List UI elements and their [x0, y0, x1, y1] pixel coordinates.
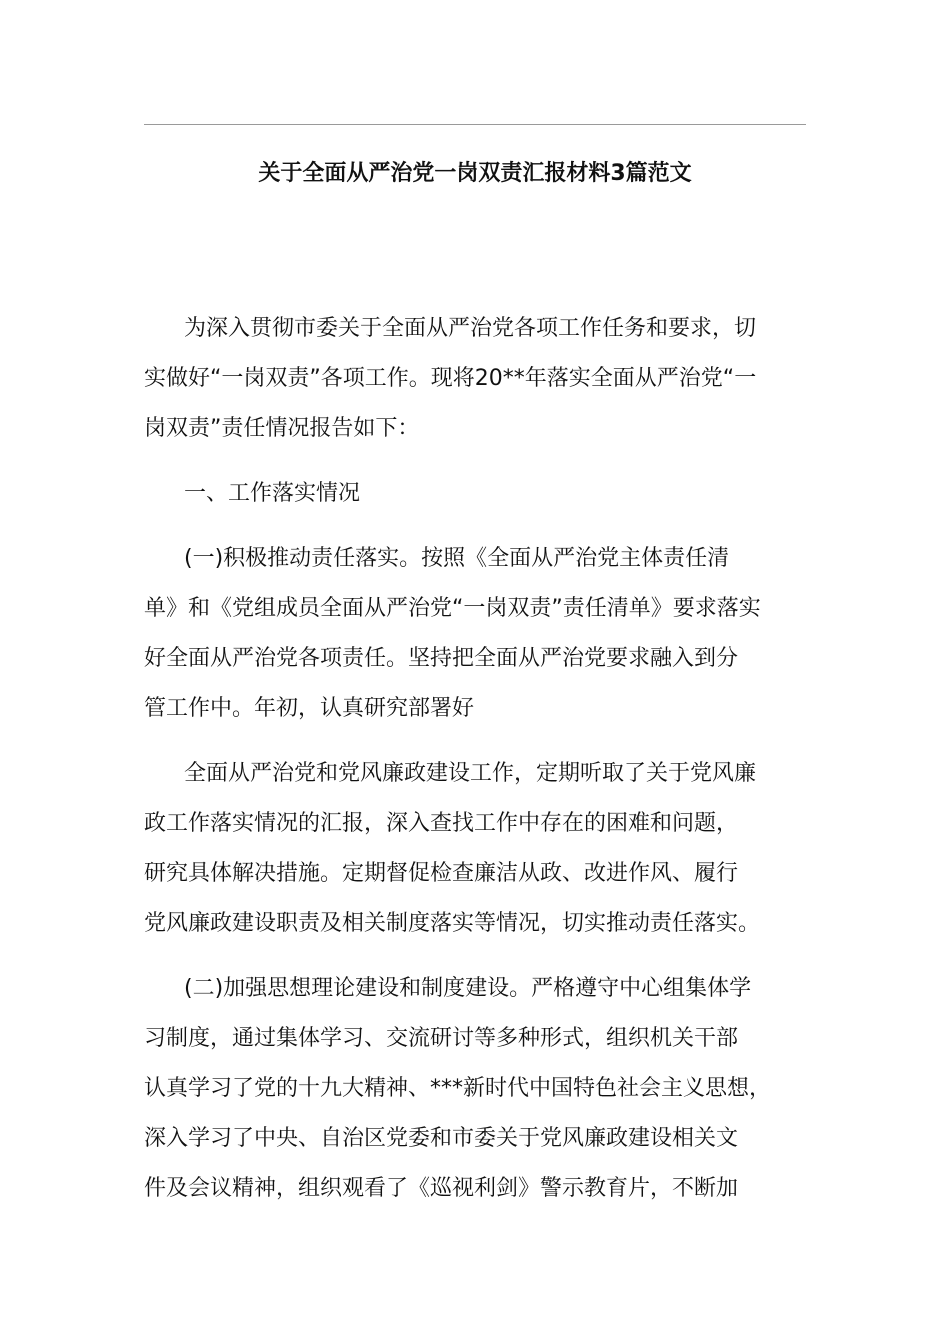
paragraph-line: (一)积极推动责任落实。按照《全面从严治党主体责任清	[184, 546, 730, 571]
paragraph-line: 深入学习了中央、自治区党委和市委关于党风廉政建设相关文	[144, 1126, 739, 1151]
paragraph-line: 政工作落实情况的汇报，深入查找工作中存在的困难和问题，	[144, 811, 739, 836]
header-rule	[144, 124, 806, 125]
paragraph-supervision	[144, 749, 844, 949]
paragraph-line: 为深入贯彻市委关于全面从严治党各项工作任务和要求，切	[184, 316, 757, 341]
paragraph-line: 全面从严治党和党风廉政建设工作，定期听取了关于党风廉	[184, 761, 757, 786]
paragraph-line: 认真学习了党的十九大精神、***新时代中国特色社会主义思想，	[144, 1076, 772, 1101]
paragraph-line: 单》和《党组成员全面从严治党“一岗双责”责任清单》要求落实	[144, 596, 761, 621]
paragraph-line: 习制度，通过集体学习、交流研讨等多种形式，组织机关干部	[144, 1026, 739, 1051]
paragraph-responsibility	[144, 534, 844, 734]
paragraph-line: 好全面从严治党各项责任。坚持把全面从严治党要求融入到分	[144, 646, 739, 671]
paragraph-theory	[144, 964, 844, 1214]
paragraph-line: 岗双责”责任情况报告如下：	[144, 416, 420, 441]
paragraph-intro	[144, 304, 844, 454]
paragraph-line: 件及会议精神，组织观看了《巡视利剑》警示教育片，不断加	[144, 1176, 739, 1201]
section-heading	[144, 469, 844, 519]
paragraph-line: (二)加强思想理论建设和制度建设。严格遵守中心组集体学	[184, 976, 752, 1001]
paragraph-line: 管工作中。年初，认真研究部署好	[144, 696, 475, 721]
paragraph-line: 研究具体解决措施。定期督促检查廉洁从政、改进作风、履行	[144, 861, 739, 886]
paragraph-line: 党风廉政建设职责及相关制度落实等情况，切实推动责任落实。	[144, 911, 761, 936]
section-heading-text: 一、工作落实情况	[184, 481, 361, 506]
document-title: 关于全面从严治党一岗双责汇报材料3篇范文	[258, 161, 692, 186]
paragraph-line: 实做好“一岗双责”各项工作。现将20**年落实全面从严治党“一	[144, 366, 757, 391]
document-body	[144, 304, 844, 1229]
